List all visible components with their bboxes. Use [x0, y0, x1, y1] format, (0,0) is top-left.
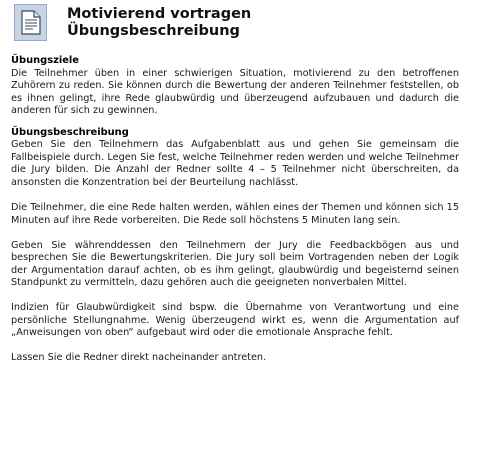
- page-header: [14, 4, 474, 44]
- document-icon: [14, 4, 47, 41]
- page-subtitle: Übungsbeschreibung: [67, 23, 240, 39]
- document-body: [11, 55, 459, 365]
- paragraph-beschreibung-1: Geben Sie den Teilnehmern das Aufgabenblatt aus und gehen Sie gemeinsam die Fallbeispiele durch. Legen Sie fest, welche Teilnehmer reden werden und welche Teilnehmer die Jury bilden. Die Anzahl der Redner sollte 4 – 5 Teilnehmer nicht überschreiten, da ansonsten die Konzentration bei der Beurteilung nachlässt.: [11, 139, 459, 188]
- paragraph-beschreibung-4: Indizien für Glaubwürdigkeit sind bspw. die Übernahme von Verantwortung und eine persönliche Stellungnahme. Wenig überzeugend wirkt es, wenn die Argumentation auf „Anweisungen von oben“ aufgebaut wird oder die emotionale Ansprache fehlt.: [11, 302, 459, 339]
- document-icon-glyph: [21, 10, 41, 35]
- paragraph-beschreibung-2: Die Teilnehmer, die eine Rede halten werden, wählen eines der Themen und können sich 15 Minuten auf ihre Rede vorbereiten. Die Rede soll höchstens 5 Minuten lang sein.: [11, 201, 459, 226]
- section-heading-ziele: Übungsziele: [11, 55, 80, 66]
- paragraph-ziele: Die Teilnehmer üben in einer schwierigen Situation, motivierend zu den betroffenen Zuhörern zu reden. Sie können durch die Bewertung der anderen Teilnehmer feststellen, ob es ihnen gelingt, ihre Rede glaubwürdig und überzeugend aufzubauen und dadurch die anderen für sich zu gewinnen.: [11, 67, 459, 117]
- paragraph-beschreibung-5: Lassen Sie die Redner direkt nacheinander antreten.: [11, 352, 267, 364]
- page-title: Motivierend vortragen: [67, 6, 252, 22]
- paragraph-beschreibung-3: Geben Sie währenddessen den Teilnehmern der Jury die Feedbackbögen aus und besprechen Sie die Bewertungskriterien. Die Jury soll beim Vortragenden neben der Logik der Argumentation darauf achten, ob es ihm gelingt, glaubwürdig und begeisternd seinen Standpunkt zu vermitteln, dazu gehören auch die geeigneten nonverbalen Mittel.: [11, 239, 459, 289]
- section-heading-beschreibung: Übungsbeschreibung: [11, 126, 129, 138]
